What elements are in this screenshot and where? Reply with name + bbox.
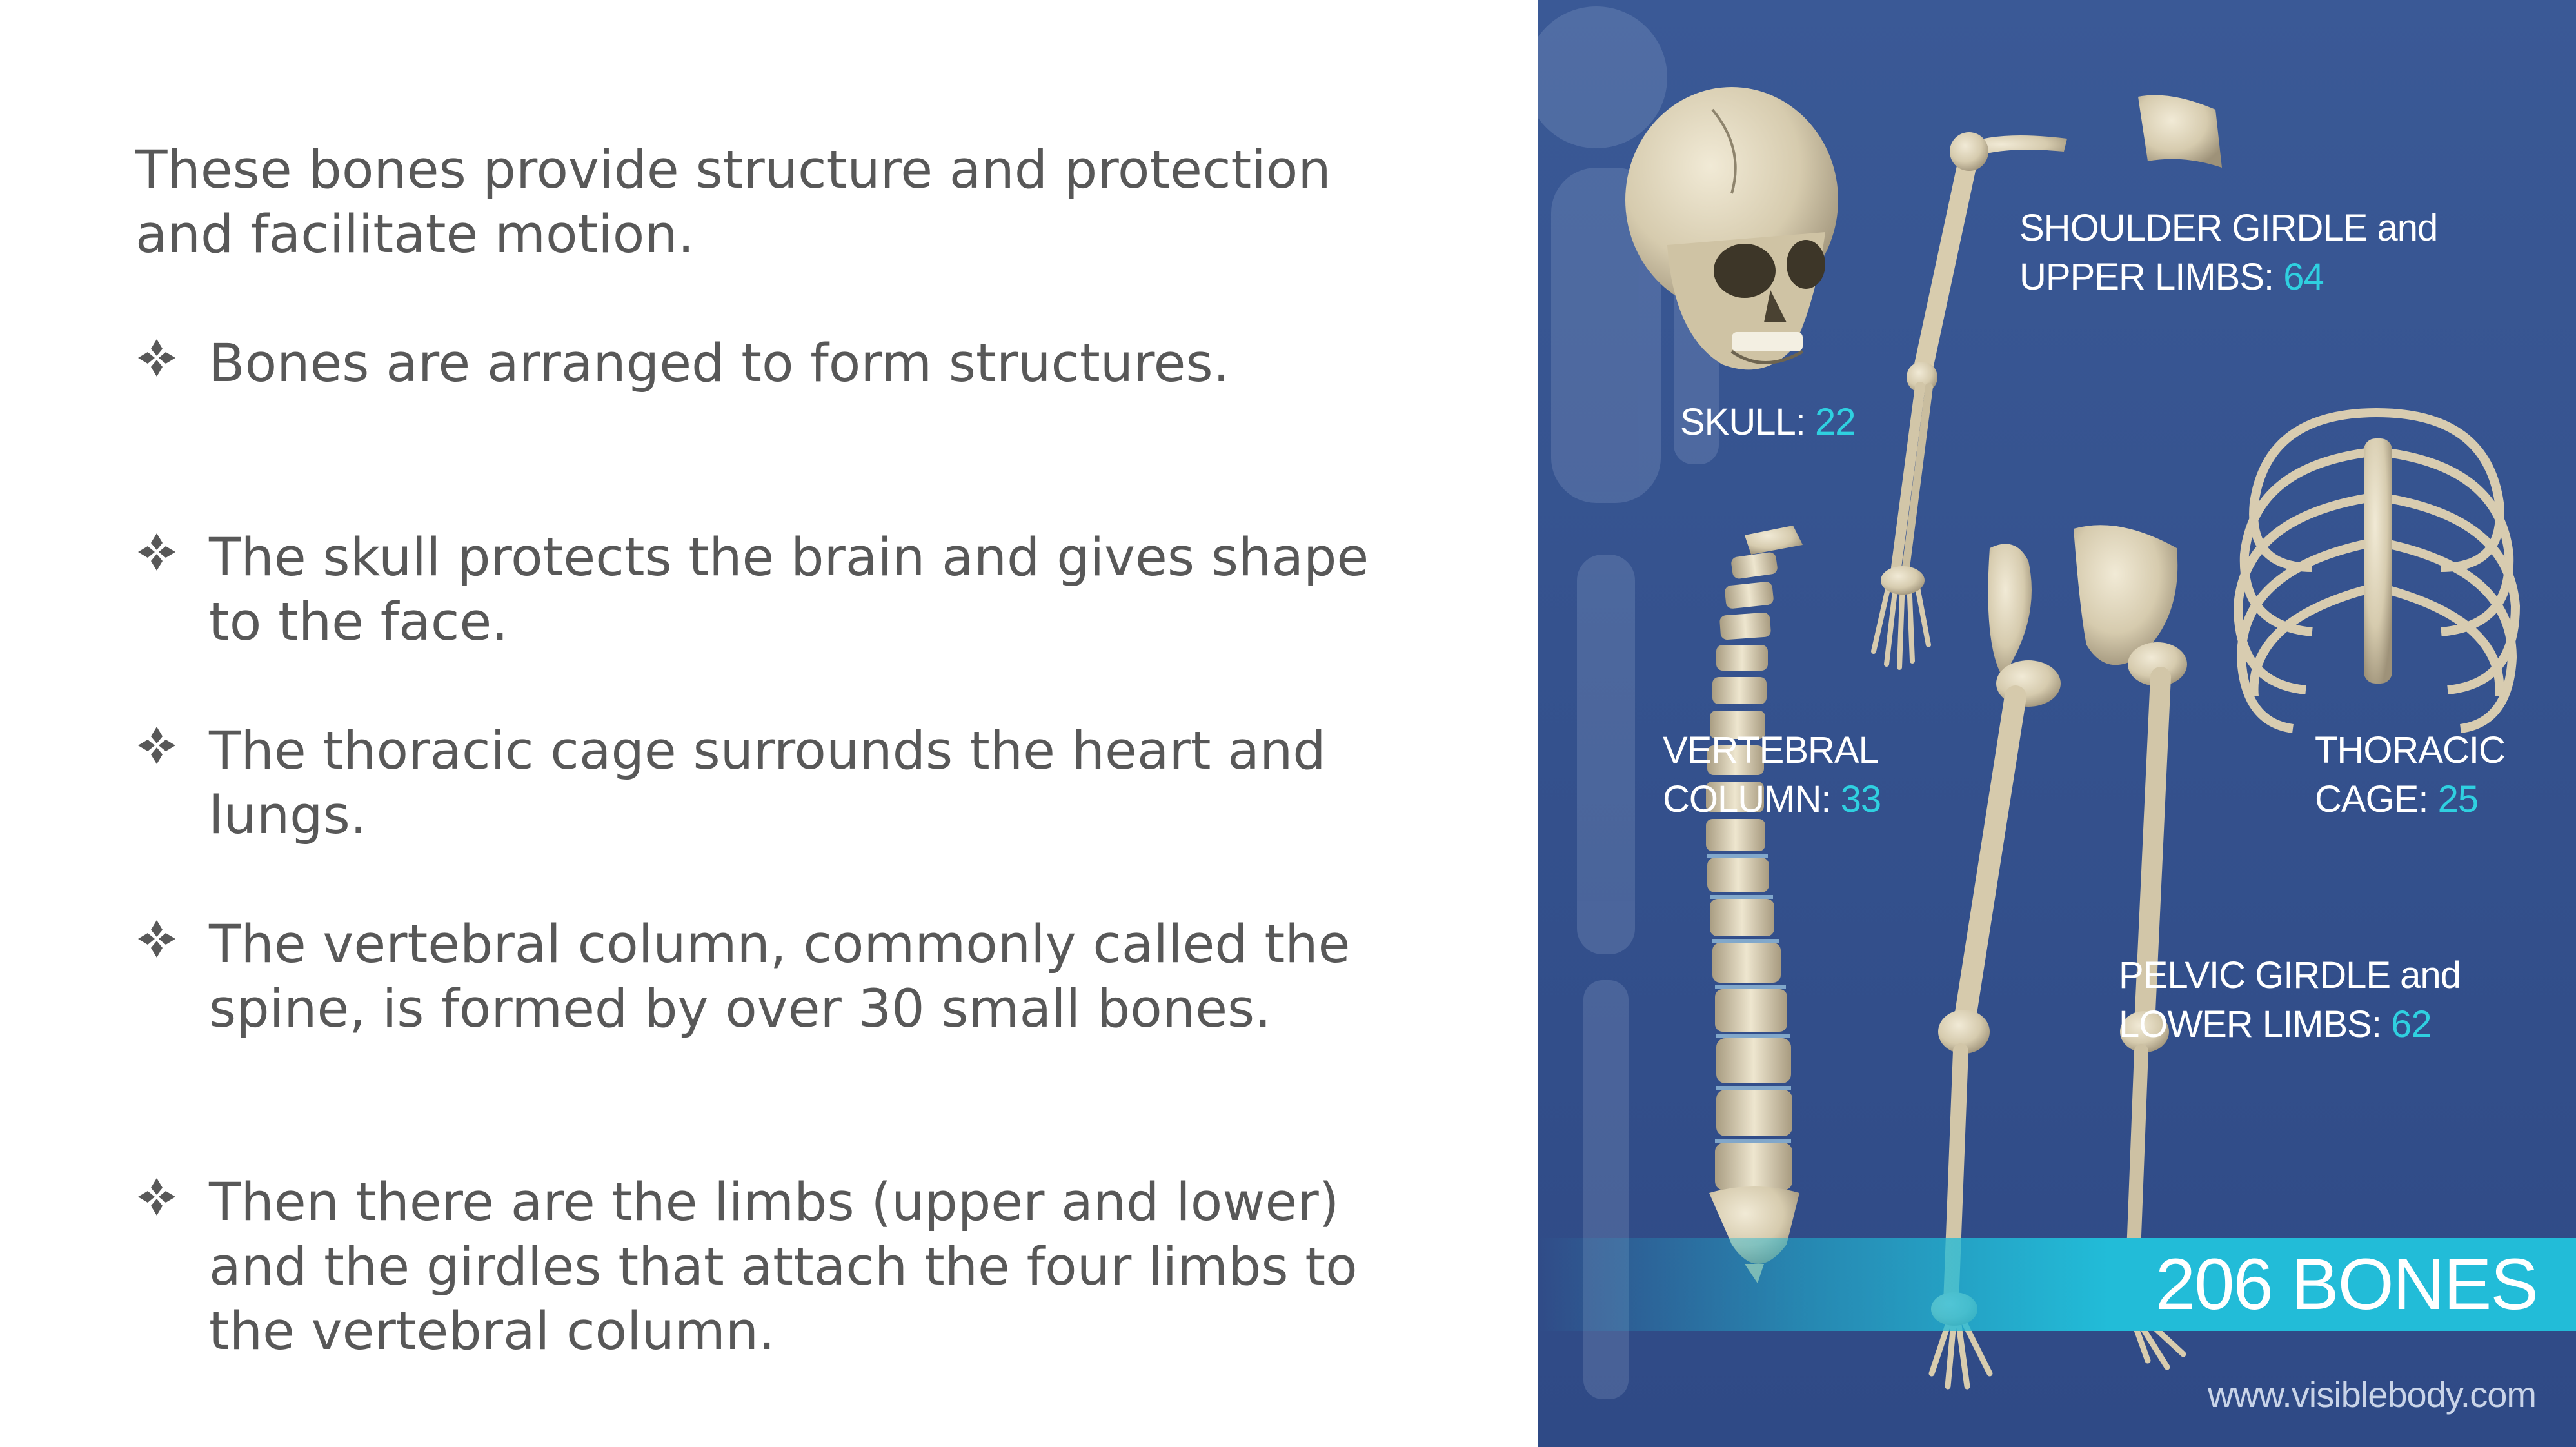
bullet-text: Bones are arranged to form structures. bbox=[209, 333, 1230, 394]
skull-label-text: SKULL: bbox=[1680, 401, 1815, 443]
total-bones-text: 206 BONES bbox=[2155, 1244, 2537, 1324]
bullet-text: The thoracic cage surrounds the heart and lungs. bbox=[209, 721, 1326, 846]
shoulder-label-line1: SHOULDER GIRDLE and bbox=[2019, 207, 2438, 249]
vertebral-count: 33 bbox=[1840, 778, 1881, 820]
four-diamond-bullet-icon bbox=[135, 724, 178, 767]
four-diamond-bullet-icon bbox=[135, 337, 178, 379]
vertebral-column-label bbox=[1663, 726, 1881, 824]
four-diamond-bullet-icon bbox=[135, 918, 178, 960]
pelvic-girdle-label bbox=[2119, 951, 2461, 1049]
vertebral-label-line2: COLUMN: bbox=[1663, 778, 1841, 820]
shoulder-count: 64 bbox=[2283, 256, 2324, 298]
four-diamond-bullet-icon bbox=[135, 1176, 178, 1218]
shoulder-label-line2: UPPER LIMBS: bbox=[2019, 256, 2284, 298]
pelvic-label-line2: LOWER LIMBS: bbox=[2119, 1003, 2392, 1045]
pelvic-label-line1: PELVIC GIRDLE and bbox=[2119, 954, 2461, 996]
bullet-text: The vertebral column, commonly called the spine, is formed by over 30 small bones. bbox=[209, 914, 1351, 1039]
four-diamond-bullet-icon bbox=[135, 531, 178, 573]
thoracic-label-line1: THORACIC bbox=[2315, 729, 2505, 771]
bullet-text: The skull protects the brain and gives shape to the face. bbox=[209, 527, 1369, 653]
skull-count: 22 bbox=[1815, 401, 1856, 443]
skeleton-figure-panel bbox=[1538, 0, 2576, 1447]
vertebral-column-illustration bbox=[1706, 526, 1803, 1283]
intro-paragraph: These bones provide structure and protection and facilitate motion. bbox=[135, 140, 1331, 265]
total-bones-banner bbox=[1538, 1238, 2576, 1331]
thoracic-count: 25 bbox=[2437, 778, 2479, 820]
sternum bbox=[2364, 438, 2392, 684]
website-credit: www.visiblebody.com bbox=[2207, 1374, 2536, 1415]
pelvic-count: 62 bbox=[2391, 1003, 2432, 1045]
shoulder-girdle-label bbox=[2019, 204, 2437, 302]
thoracic-cage-label bbox=[2315, 726, 2505, 824]
bullet-text: Then there are the limbs (upper and lower) and the girdles that attach the four limbs to the vertebral column. bbox=[209, 1172, 1358, 1362]
vertebral-label-line1: VERTEBRAL bbox=[1663, 729, 1879, 771]
skull-label bbox=[1680, 398, 1856, 447]
thoracic-label-line2: CAGE: bbox=[2315, 778, 2438, 820]
